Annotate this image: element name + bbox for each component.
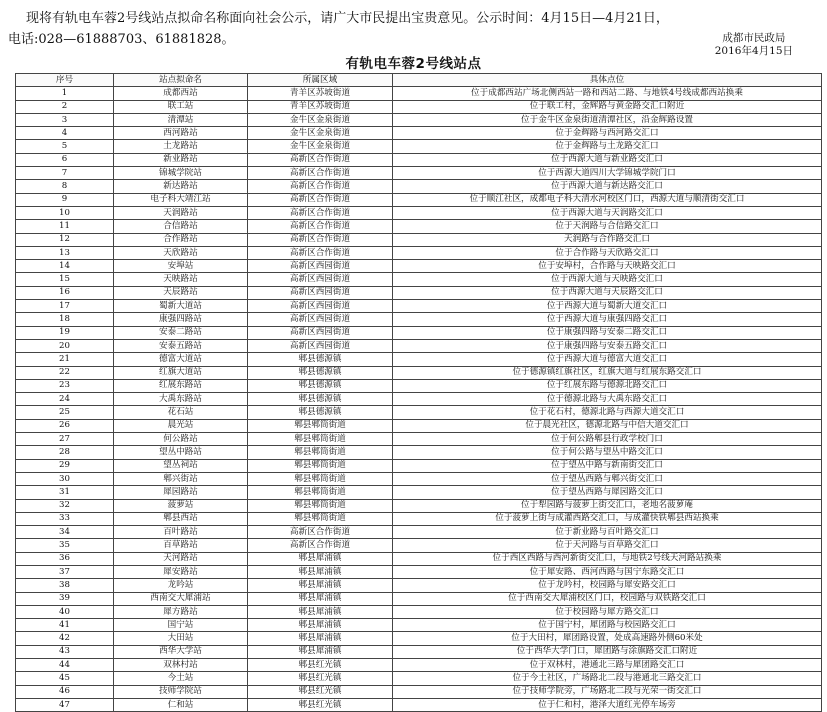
cell-region: 金牛区金泉街道 <box>248 127 393 140</box>
issuer-name: 成都市民政局 <box>722 32 786 44</box>
table-row <box>16 286 822 299</box>
cell-number: 47 <box>16 698 114 711</box>
cell-region: 郫县犀浦镇 <box>248 605 393 618</box>
table-row <box>16 273 822 286</box>
cell-number: 21 <box>16 353 114 366</box>
document-title: 有轨电车蓉2号线站点 <box>345 56 482 72</box>
table-row <box>16 206 822 219</box>
cell-region: 高新区西园街道 <box>248 286 393 299</box>
cell-number: 19 <box>16 326 114 339</box>
cell-station-name: 仁和站 <box>114 698 248 711</box>
table-row <box>16 193 822 206</box>
cell-location: 位于龙吟村，校园路与犀安路交汇口 <box>393 579 822 592</box>
table-row <box>16 459 822 472</box>
cell-number: 36 <box>16 552 114 565</box>
cell-location: 位于金辉路与土龙路交汇口 <box>393 140 822 153</box>
stations-table <box>15 73 822 712</box>
cell-region: 郫县犀浦镇 <box>248 632 393 645</box>
cell-region: 金牛区金泉街道 <box>248 113 393 126</box>
cell-region: 金牛区金泉街道 <box>248 140 393 153</box>
cell-region: 高新区西园街道 <box>248 313 393 326</box>
cell-location: 位于技师学院旁，广场路北二段与光荣一街交汇口 <box>393 685 822 698</box>
cell-region: 高新区合作街道 <box>248 526 393 539</box>
cell-region: 郫县郫筒街道 <box>248 419 393 432</box>
cell-station-name: 康强四路站 <box>114 313 248 326</box>
table-row <box>16 406 822 419</box>
table-row <box>16 300 822 313</box>
cell-station-name: 望丛祠站 <box>114 459 248 472</box>
cell-number: 43 <box>16 645 114 658</box>
cell-region: 高新区西园街道 <box>248 326 393 339</box>
cell-station-name: 百叶路站 <box>114 526 248 539</box>
cell-number: 20 <box>16 339 114 352</box>
table-row <box>16 246 822 259</box>
cell-station-name: 天映路站 <box>114 273 248 286</box>
cell-location: 位于新业路与百叶路交汇口 <box>393 526 822 539</box>
cell-location: 位于德源镇红旗社区，红旗大道与红展东路交汇口 <box>393 366 822 379</box>
table-row <box>16 446 822 459</box>
table-row <box>16 698 822 711</box>
cell-region: 郫县红光镇 <box>248 685 393 698</box>
cell-station-name: 天润路站 <box>114 206 248 219</box>
cell-region: 郫县郫筒街道 <box>248 472 393 485</box>
cell-location: 位于花石村，德源北路与西源大道交汇口 <box>393 406 822 419</box>
cell-number: 41 <box>16 619 114 632</box>
cell-number: 27 <box>16 433 114 446</box>
table-row <box>16 167 822 180</box>
cell-number: 45 <box>16 672 114 685</box>
notice-line-2: 电话:028—61888703、61881828。 <box>8 32 235 47</box>
cell-station-name: 百草路站 <box>114 539 248 552</box>
table-row <box>16 592 822 605</box>
cell-station-name: 双林村站 <box>114 659 248 672</box>
cell-location: 位于大田村，犀团路设置，处成高速路外侧60米处 <box>393 632 822 645</box>
cell-region: 郫县犀浦镇 <box>248 645 393 658</box>
cell-region: 郫县犀浦镇 <box>248 619 393 632</box>
cell-number: 33 <box>16 512 114 525</box>
cell-station-name: 晨光站 <box>114 419 248 432</box>
cell-location: 位于西区西路与西河新街交汇口，与地铁2号线天河路站换乘 <box>393 552 822 565</box>
table-row <box>16 366 822 379</box>
cell-number: 37 <box>16 565 114 578</box>
cell-station-name: 大田站 <box>114 632 248 645</box>
cell-region: 郫县德源镇 <box>248 406 393 419</box>
column-header-location: 具体点位 <box>393 74 822 87</box>
cell-region: 高新区合作街道 <box>248 167 393 180</box>
cell-region: 高新区合作街道 <box>248 233 393 246</box>
cell-region: 高新区合作街道 <box>248 180 393 193</box>
cell-location: 位于西华大学门口，犀团路与涂旗路交汇口附近 <box>393 645 822 658</box>
column-header-region: 所属区域 <box>248 74 393 87</box>
cell-location: 位于望丛中路与新南街交汇口 <box>393 459 822 472</box>
cell-number: 13 <box>16 246 114 259</box>
cell-location: 位于犀安路、西河西路与国宁东路交汇口 <box>393 565 822 578</box>
cell-number: 40 <box>16 605 114 618</box>
cell-region: 郫县德源镇 <box>248 393 393 406</box>
cell-location: 位于何公路郫县行政学校门口 <box>393 433 822 446</box>
table-row <box>16 127 822 140</box>
column-header-number: 序号 <box>16 74 114 87</box>
cell-location: 位于菠萝上街与成灌西路交汇口，与成灌快铁郫县西站换乘 <box>393 512 822 525</box>
table-row <box>16 379 822 392</box>
cell-station-name: 技师学院站 <box>114 685 248 698</box>
cell-region: 郫县犀浦镇 <box>248 552 393 565</box>
cell-region: 郫县郫筒街道 <box>248 433 393 446</box>
cell-station-name: 蜀新大道站 <box>114 300 248 313</box>
cell-number: 16 <box>16 286 114 299</box>
cell-number: 1 <box>16 87 114 100</box>
cell-number: 6 <box>16 153 114 166</box>
table-row <box>16 632 822 645</box>
cell-station-name: 天辰路站 <box>114 286 248 299</box>
table-row <box>16 486 822 499</box>
table-row <box>16 233 822 246</box>
cell-number: 5 <box>16 140 114 153</box>
cell-number: 26 <box>16 419 114 432</box>
cell-location: 位于望丛西路与郫兴街交汇口 <box>393 472 822 485</box>
cell-number: 31 <box>16 486 114 499</box>
cell-station-name: 德富大道站 <box>114 353 248 366</box>
cell-station-name: 犀安路站 <box>114 565 248 578</box>
cell-region: 高新区合作街道 <box>248 153 393 166</box>
cell-station-name: 望丛中路站 <box>114 446 248 459</box>
table-row <box>16 672 822 685</box>
cell-number: 9 <box>16 193 114 206</box>
cell-number: 28 <box>16 446 114 459</box>
table-row <box>16 100 822 113</box>
cell-station-name: 联工站 <box>114 100 248 113</box>
table-row <box>16 180 822 193</box>
table-row <box>16 565 822 578</box>
cell-number: 29 <box>16 459 114 472</box>
table-row <box>16 153 822 166</box>
cell-location: 位于犁园路与菠萝上街交汇口，老地名菠萝庵 <box>393 499 822 512</box>
cell-location: 位于成都西站广场北侧西站一路和西站二路、与地铁4号线成都西站换乘 <box>393 87 822 100</box>
cell-location: 位于红展东路与德源北路交汇口 <box>393 379 822 392</box>
cell-location: 位于晨光社区，德源北路与中信大道交汇口 <box>393 419 822 432</box>
table-row <box>16 539 822 552</box>
table-header-row <box>16 74 822 87</box>
table-row <box>16 260 822 273</box>
cell-number: 42 <box>16 632 114 645</box>
cell-number: 24 <box>16 393 114 406</box>
cell-station-name: 红展东路站 <box>114 379 248 392</box>
cell-number: 15 <box>16 273 114 286</box>
cell-station-name: 犀园路站 <box>114 486 248 499</box>
cell-region: 郫县犀浦镇 <box>248 565 393 578</box>
table-row <box>16 685 822 698</box>
cell-station-name: 西华大学站 <box>114 645 248 658</box>
cell-region: 高新区合作街道 <box>248 193 393 206</box>
cell-region: 郫县郫筒街道 <box>248 486 393 499</box>
table-row <box>16 326 822 339</box>
cell-region: 高新区合作街道 <box>248 246 393 259</box>
cell-station-name: 龙吟站 <box>114 579 248 592</box>
cell-location: 位于仁和村，港泽大道红光停车场旁 <box>393 698 822 711</box>
table-row <box>16 393 822 406</box>
cell-station-name: 何公路站 <box>114 433 248 446</box>
table-row <box>16 433 822 446</box>
cell-number: 7 <box>16 167 114 180</box>
cell-number: 30 <box>16 472 114 485</box>
cell-number: 2 <box>16 100 114 113</box>
cell-region: 郫县德源镇 <box>248 379 393 392</box>
cell-number: 4 <box>16 127 114 140</box>
cell-station-name: 新业路站 <box>114 153 248 166</box>
cell-region: 郫县红光镇 <box>248 698 393 711</box>
table-row <box>16 605 822 618</box>
cell-station-name: 郫兴街站 <box>114 472 248 485</box>
cell-number: 34 <box>16 526 114 539</box>
cell-location: 位于西源大道与天辰路交汇口 <box>393 286 822 299</box>
cell-station-name: 安泰二路站 <box>114 326 248 339</box>
cell-station-name: 大禹东路站 <box>114 393 248 406</box>
table-row <box>16 619 822 632</box>
cell-location: 位于西南交大犀浦校区门口，校园路与双铁路交汇口 <box>393 592 822 605</box>
cell-number: 32 <box>16 499 114 512</box>
table-row <box>16 659 822 672</box>
cell-station-name: 锦城学院站 <box>114 167 248 180</box>
cell-region: 高新区西园街道 <box>248 260 393 273</box>
cell-location: 位于何公路与望丛中路交汇口 <box>393 446 822 459</box>
notice-line-1: 现将有轨电车蓉2号线站点拟命名称面向社会公示，请广大市民提出宝贵意见。公示时间：4月15日—4月21日， <box>26 11 669 26</box>
cell-number: 10 <box>16 206 114 219</box>
cell-number: 3 <box>16 113 114 126</box>
cell-location: 位于安埠村，合作路与天映路交汇口 <box>393 260 822 273</box>
cell-location: 位于西源大道与德富大道交汇口 <box>393 353 822 366</box>
cell-location: 位于望丛西路与犀园路交汇口 <box>393 486 822 499</box>
cell-station-name: 花石站 <box>114 406 248 419</box>
cell-station-name: 土龙路站 <box>114 140 248 153</box>
cell-region: 郫县郫筒街道 <box>248 459 393 472</box>
table-row <box>16 512 822 525</box>
cell-region: 郫县犀浦镇 <box>248 592 393 605</box>
cell-number: 12 <box>16 233 114 246</box>
cell-number: 46 <box>16 685 114 698</box>
cell-number: 8 <box>16 180 114 193</box>
cell-location: 位于双林村，港通北三路与犀团路交汇口 <box>393 659 822 672</box>
cell-location: 位于天润路与合信路交汇口 <box>393 220 822 233</box>
cell-station-name: 西河路站 <box>114 127 248 140</box>
cell-station-name: 合信路站 <box>114 220 248 233</box>
cell-station-name: 郫县西站 <box>114 512 248 525</box>
cell-number: 17 <box>16 300 114 313</box>
table-row <box>16 339 822 352</box>
cell-number: 23 <box>16 379 114 392</box>
cell-location: 位于合作路与天欣路交汇口 <box>393 246 822 259</box>
cell-region: 郫县德源镇 <box>248 366 393 379</box>
cell-location: 位于金辉路与西河路交汇口 <box>393 127 822 140</box>
table-row <box>16 472 822 485</box>
table-row <box>16 579 822 592</box>
cell-region: 高新区合作街道 <box>248 220 393 233</box>
cell-location: 位于校园路与犀方路交汇口 <box>393 605 822 618</box>
cell-location: 位于顺江社区，成都电子科大清水河校区门口，西源大道与顺清街交汇口 <box>393 193 822 206</box>
cell-station-name: 新达路站 <box>114 180 248 193</box>
cell-location: 位于国宁村，犀团路与校园路交汇口 <box>393 619 822 632</box>
cell-region: 青羊区苏坡街道 <box>248 87 393 100</box>
cell-number: 38 <box>16 579 114 592</box>
cell-location: 位于天河路与百草路交汇口 <box>393 539 822 552</box>
cell-station-name: 合作路站 <box>114 233 248 246</box>
cell-region: 高新区西园街道 <box>248 273 393 286</box>
cell-location: 位于联工村，金辉路与黄金路交汇口附近 <box>393 100 822 113</box>
cell-region: 高新区合作街道 <box>248 206 393 219</box>
cell-station-name: 成都西站 <box>114 87 248 100</box>
cell-location: 位于德源北路与大禹东路交汇口 <box>393 393 822 406</box>
cell-number: 22 <box>16 366 114 379</box>
table-row <box>16 140 822 153</box>
cell-region: 郫县郫筒街道 <box>248 499 393 512</box>
cell-region: 郫县犀浦镇 <box>248 579 393 592</box>
cell-region: 郫县郫筒街道 <box>248 512 393 525</box>
cell-location: 位于今土社区，广场路北二段与港通北三路交汇口 <box>393 672 822 685</box>
cell-region: 青羊区苏坡街道 <box>248 100 393 113</box>
cell-station-name: 天欣路站 <box>114 246 248 259</box>
cell-station-name: 国宁站 <box>114 619 248 632</box>
cell-station-name: 西南交大犀浦站 <box>114 592 248 605</box>
cell-location: 位于金牛区金泉街道清潭社区，沿金辉路设置 <box>393 113 822 126</box>
cell-number: 44 <box>16 659 114 672</box>
cell-location: 位于西源大道与新业路交汇口 <box>393 153 822 166</box>
cell-location: 位于西源大道与天映路交汇口 <box>393 273 822 286</box>
cell-number: 14 <box>16 260 114 273</box>
cell-station-name: 安泰五路站 <box>114 339 248 352</box>
table-row <box>16 87 822 100</box>
table-row <box>16 552 822 565</box>
cell-region: 高新区西园街道 <box>248 300 393 313</box>
issue-date: 2016年4月15日 <box>714 45 793 57</box>
cell-station-name: 电子科大靖江站 <box>114 193 248 206</box>
cell-location: 位于西源大道与新达路交汇口 <box>393 180 822 193</box>
table-row <box>16 645 822 658</box>
cell-station-name: 菠萝站 <box>114 499 248 512</box>
cell-number: 35 <box>16 539 114 552</box>
cell-number: 39 <box>16 592 114 605</box>
cell-station-name: 天河路站 <box>114 552 248 565</box>
cell-region: 高新区合作街道 <box>248 539 393 552</box>
cell-location: 位于西源大道与蜀新大道交汇口 <box>393 300 822 313</box>
cell-station-name: 安埠站 <box>114 260 248 273</box>
cell-number: 11 <box>16 220 114 233</box>
table-row <box>16 220 822 233</box>
table-row <box>16 313 822 326</box>
cell-region: 郫县德源镇 <box>248 353 393 366</box>
notice-text <box>8 8 823 50</box>
cell-location: 位于康强四路与安泰二路交汇口 <box>393 326 822 339</box>
table-row <box>16 113 822 126</box>
cell-number: 25 <box>16 406 114 419</box>
cell-region: 郫县红光镇 <box>248 672 393 685</box>
cell-station-name: 清潭站 <box>114 113 248 126</box>
cell-region: 高新区西园街道 <box>248 339 393 352</box>
cell-number: 18 <box>16 313 114 326</box>
cell-location: 位于西源大道与天润路交汇口 <box>393 206 822 219</box>
cell-location: 位于康强四路与安泰五路交汇口 <box>393 339 822 352</box>
column-header-station-name: 站点拟命名 <box>114 74 248 87</box>
cell-station-name: 红旗大道站 <box>114 366 248 379</box>
table-row <box>16 353 822 366</box>
cell-station-name: 今土站 <box>114 672 248 685</box>
cell-location: 位于西源大道四川大学锦城学院门口 <box>393 167 822 180</box>
cell-location: 天润路与合作路交汇口 <box>393 233 822 246</box>
table-row <box>16 499 822 512</box>
cell-region: 郫县红光镇 <box>248 659 393 672</box>
cell-location: 位于西源大道与康强四路交汇口 <box>393 313 822 326</box>
cell-region: 郫县郫筒街道 <box>248 446 393 459</box>
table-row <box>16 526 822 539</box>
cell-station-name: 犀方路站 <box>114 605 248 618</box>
table-row <box>16 419 822 432</box>
